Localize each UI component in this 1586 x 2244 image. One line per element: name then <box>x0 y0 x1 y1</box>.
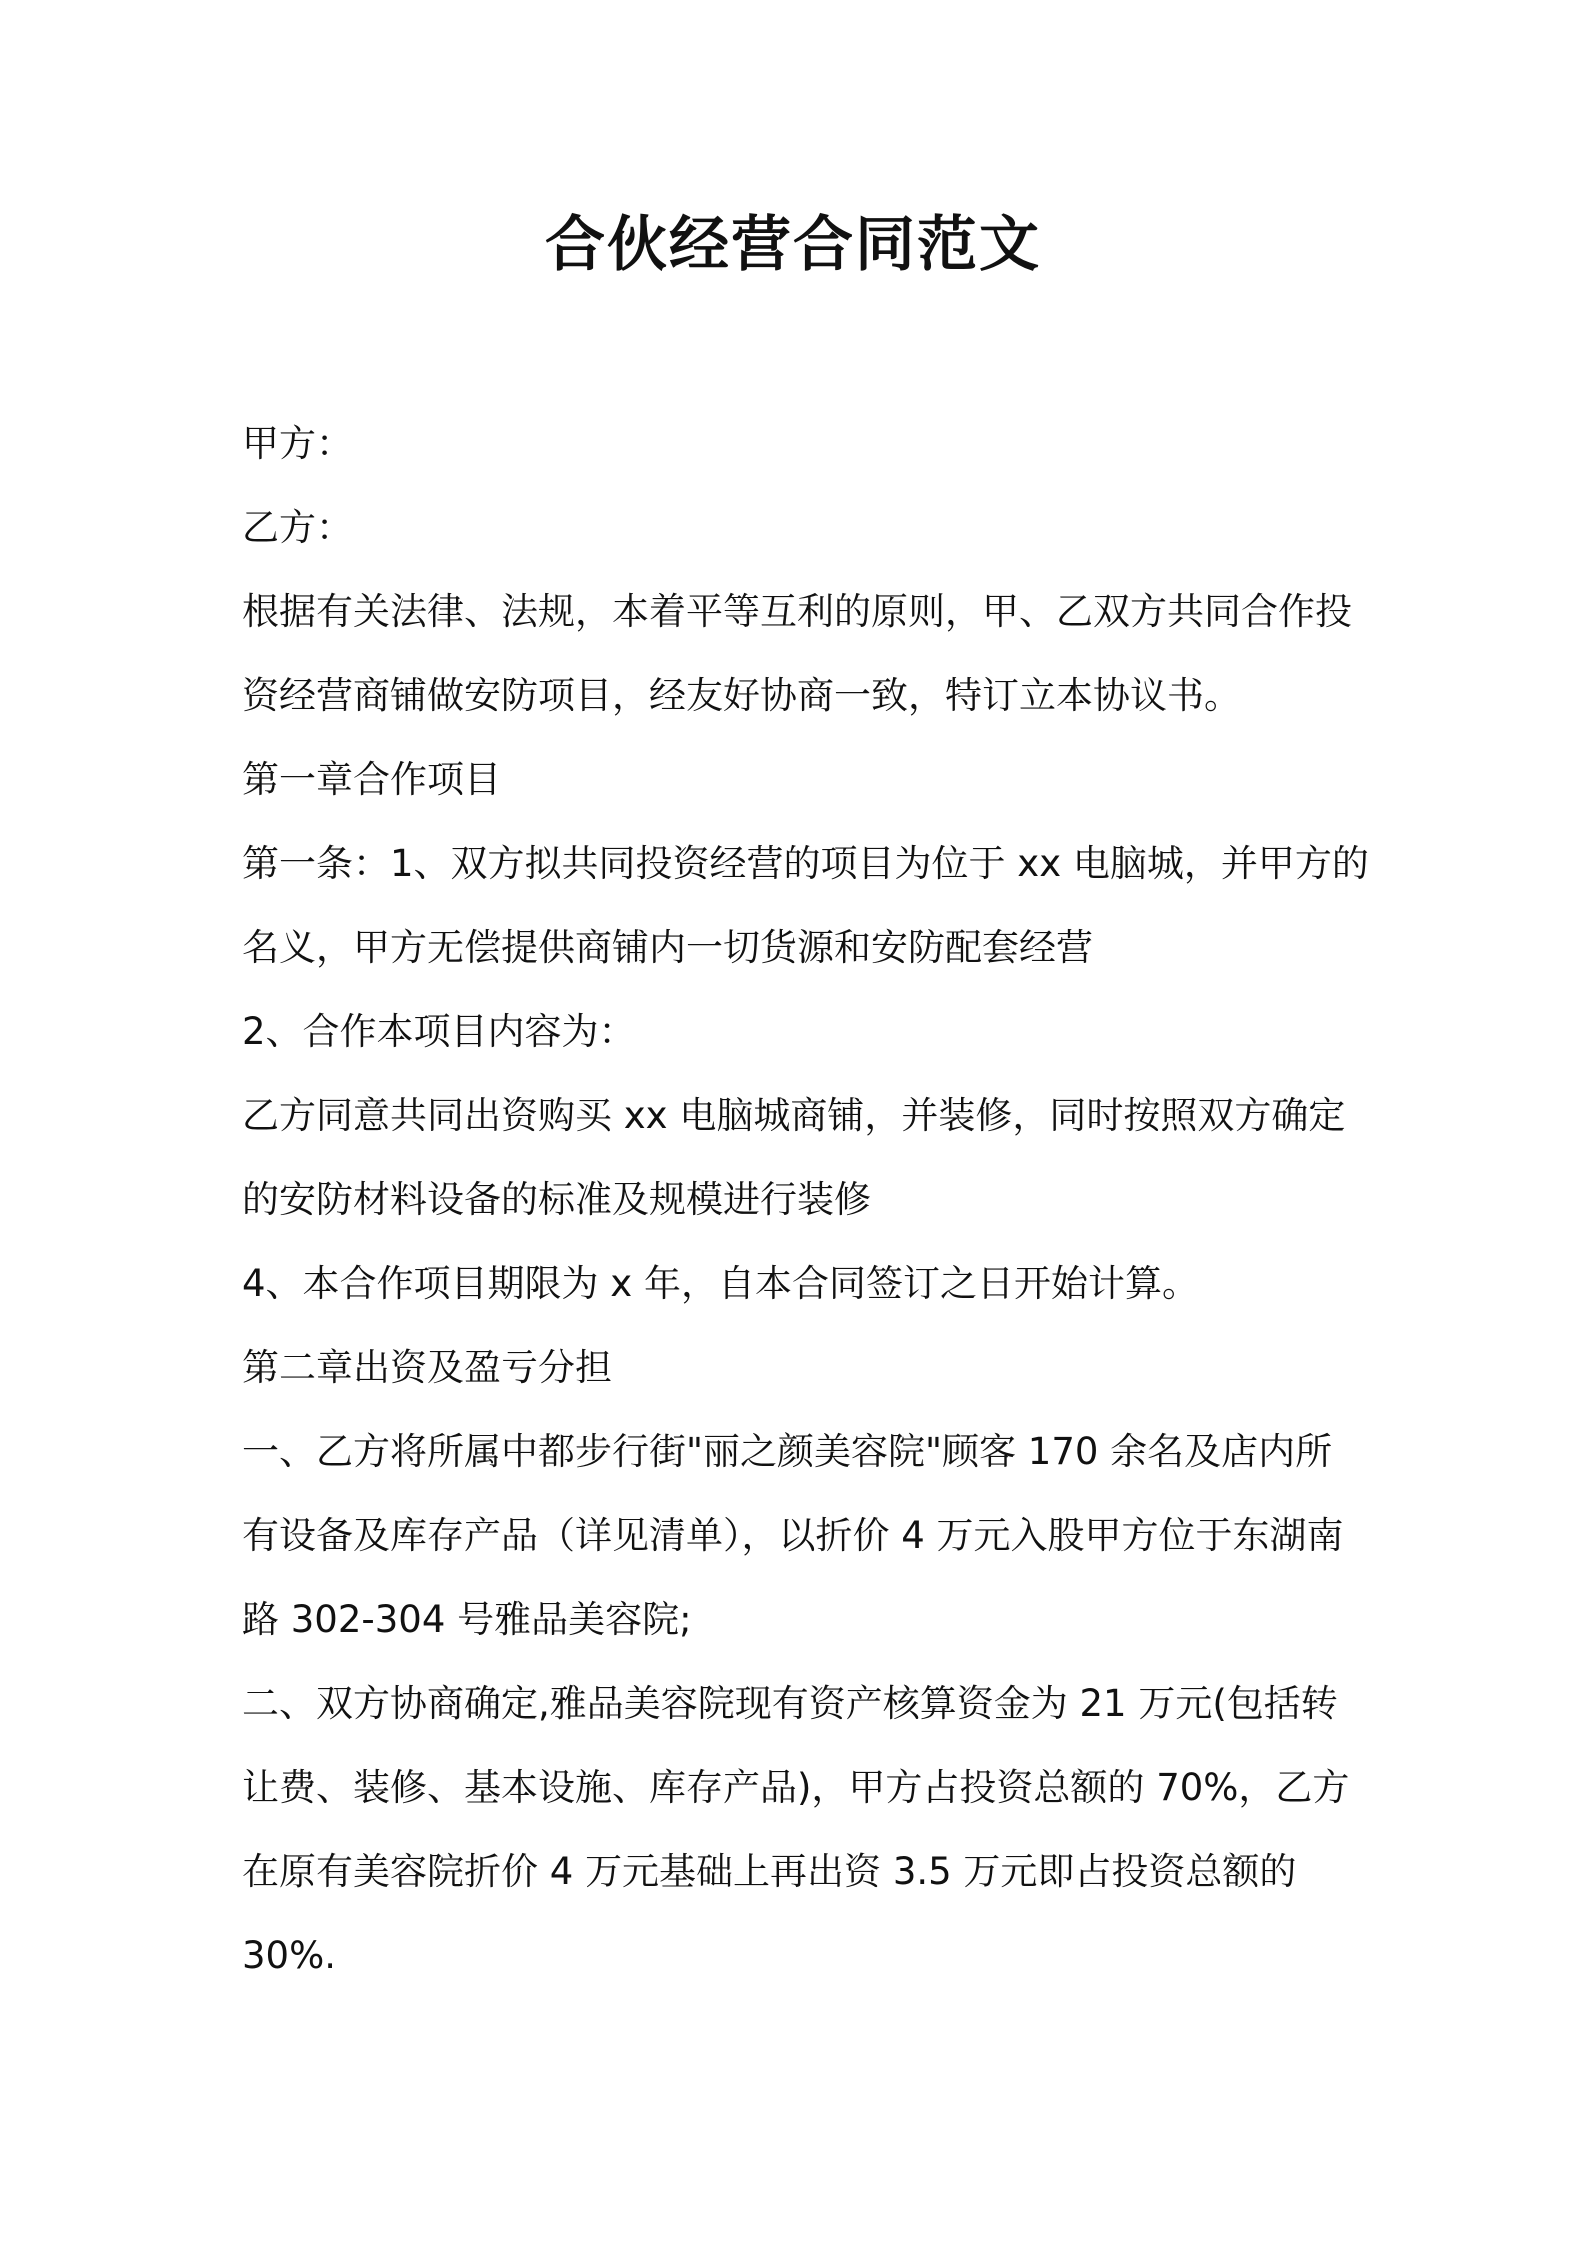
section-1-line-1: 一、乙方将所属中都步行街"丽之颜美容院"顾客 170 余名及店内所 <box>242 1430 1333 1473</box>
article-1-line-2: 名义，甲方无偿提供商铺内一切货源和安防配套经营 <box>242 926 1093 969</box>
document-body <box>242 402 1369 1998</box>
section-2-line-3: 在原有美容院折价 4 万元基础上再出资 3.5 万元即占投资总额的 <box>242 1850 1297 1893</box>
chapter-1-heading: 第一章合作项目 <box>242 758 501 801</box>
article-1-line-1: 第一条：1、双方拟共同投资经营的项目为位于 xx 电脑城，并甲方的 <box>242 842 1369 885</box>
clause-2-content-line-1: 乙方同意共同出资购买 xx 电脑城商铺，并装修，同时按照双方确定 <box>242 1094 1346 1137</box>
document-title: 合伙经营合同范文 <box>545 210 1041 280</box>
section-2-line-4: 30%. <box>242 1934 336 1977</box>
section-1-line-2: 有设备及库存产品（详见清单），以折价 4 万元入股甲方位于东湖南 <box>242 1514 1344 1557</box>
clause-2-line: 2、合作本项目内容为： <box>242 1010 636 1053</box>
preamble-line-2: 资经营商铺做安防项目，经友好协商一致，特订立本协议书。 <box>242 674 1241 717</box>
section-2-line-2: 让费、装修、基本设施、库存产品)，甲方占投资总额的 70%，乙方 <box>242 1766 1350 1809</box>
party-b-line: 乙方： <box>242 506 353 549</box>
clause-2-content-line-2: 的安防材料设备的标准及规模进行装修 <box>242 1178 871 1221</box>
party-a-line: 甲方： <box>242 422 353 465</box>
preamble-line-1: 根据有关法律、法规，本着平等互利的原则，甲、乙双方共同合作投 <box>242 590 1352 633</box>
clause-4-line: 4、本合作项目期限为 x 年，自本合同签订之日开始计算。 <box>242 1262 1199 1305</box>
section-2-line-1: 二、双方协商确定,雅品美容院现有资产核算资金为 21 万元(包括转 <box>242 1682 1338 1725</box>
chapter-2-heading: 第二章出资及盈亏分担 <box>242 1346 612 1389</box>
section-1-line-3: 路 302-304 号雅品美容院; <box>242 1598 692 1641</box>
